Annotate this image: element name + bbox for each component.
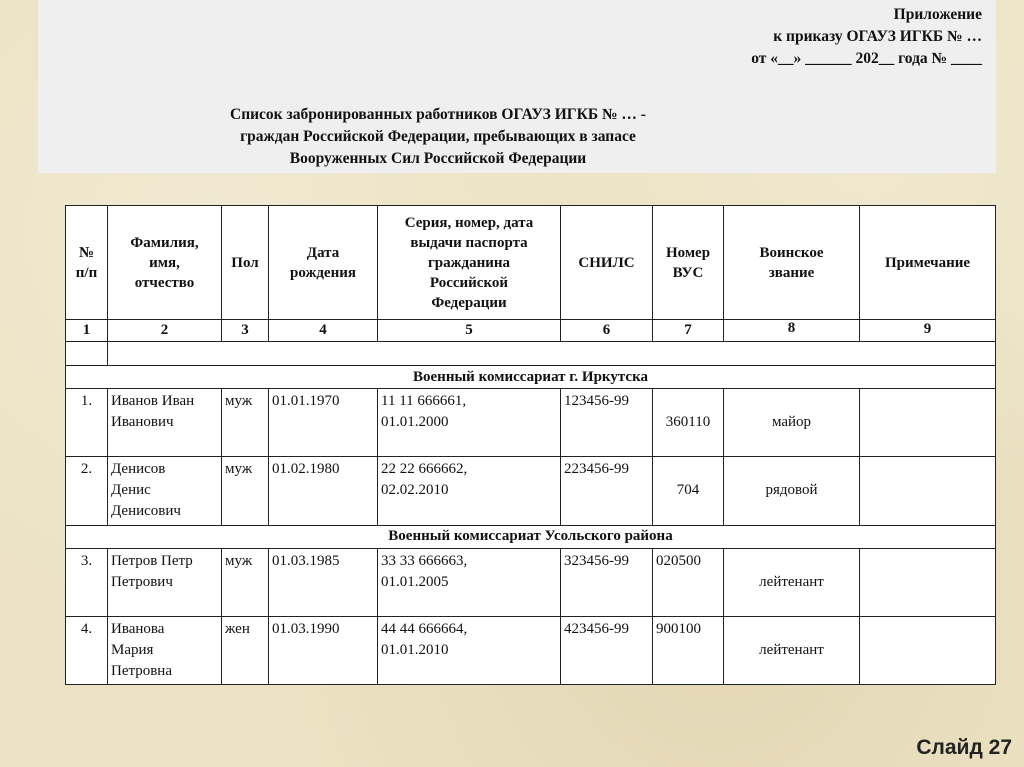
column-header-5 — [378, 206, 561, 320]
full-name-line: Петрович — [111, 573, 173, 590]
full-name-line: Мария — [111, 641, 154, 658]
column-header-line: гражданина — [427, 254, 511, 271]
column-header-line: Фамилия, — [130, 234, 199, 251]
passport-cell — [378, 616, 561, 684]
reserved-employees-table — [65, 205, 996, 685]
empty-row — [66, 342, 996, 366]
passport-line: 01.01.2005 — [381, 573, 449, 590]
full-name-cell — [108, 389, 222, 457]
sex-cell: муж — [222, 548, 269, 616]
column-header-7 — [653, 206, 724, 320]
column-header-line: имя, — [149, 254, 180, 271]
birth-date-cell: 01.02.1980 — [269, 457, 378, 525]
passport-line: 22 22 666662, — [381, 461, 468, 478]
header-panel — [38, 0, 996, 173]
passport-line: 01.01.2000 — [381, 414, 449, 431]
appendix-line-1: Приложение — [893, 6, 982, 23]
section-row — [66, 525, 996, 548]
appendix-line-2: к приказу ОГАУЗ ИГКБ № … — [773, 28, 982, 45]
column-number: 1 — [66, 320, 108, 342]
column-number: 2 — [108, 320, 222, 342]
slide-number: Слайд 27 — [916, 736, 1012, 759]
full-name-cell — [108, 548, 222, 616]
column-header-4 — [269, 206, 378, 320]
birth-date-cell: 01.01.1970 — [269, 389, 378, 457]
column-header-line: звание — [768, 264, 815, 281]
snils-cell: 123456-99 — [561, 389, 653, 457]
column-number: 8 — [724, 320, 860, 342]
rank-cell: майор — [724, 389, 860, 457]
empty-cell — [108, 342, 996, 366]
column-number-row — [66, 320, 996, 342]
vus-cell: 360110 — [653, 389, 724, 457]
passport-line: 02.02.2010 — [381, 482, 449, 499]
full-name-cell — [108, 616, 222, 684]
row-number: 2. — [66, 457, 108, 525]
sex-cell: муж — [222, 389, 269, 457]
column-header-3 — [222, 206, 269, 320]
sex-cell: муж — [222, 457, 269, 525]
full-name-line: Иванова — [111, 620, 165, 637]
column-number: 4 — [269, 320, 378, 342]
empty-cell — [66, 342, 108, 366]
column-header-line: п/п — [75, 264, 98, 281]
column-header-1 — [66, 206, 108, 320]
vus-cell: 900100 — [653, 616, 724, 684]
passport-line: 01.01.2010 — [381, 641, 449, 658]
column-header-line: ВУС — [672, 264, 704, 281]
rank-cell: рядовой — [724, 457, 860, 525]
note-cell — [860, 457, 996, 525]
column-header-line: № — [78, 244, 95, 261]
passport-cell — [378, 548, 561, 616]
note-cell — [860, 548, 996, 616]
column-header-9 — [860, 206, 996, 320]
full-name-line: Петров Петр — [111, 552, 193, 569]
note-cell — [860, 389, 996, 457]
appendix-block — [562, 4, 982, 70]
column-header-line: выдачи паспорта — [410, 234, 528, 251]
column-number: 7 — [653, 320, 724, 342]
full-name-line: Денисович — [111, 503, 181, 520]
title-line-2: граждан Российской Федерации, пребывающих в запасе — [240, 128, 636, 145]
snils-cell: 223456-99 — [561, 457, 653, 525]
column-number: 5 — [378, 320, 561, 342]
row-number: 4. — [66, 616, 108, 684]
sex-cell: жен — [222, 616, 269, 684]
column-header-line: СНИЛС — [578, 254, 635, 271]
snils-cell: 323456-99 — [561, 548, 653, 616]
passport-line: 33 33 666663, — [381, 552, 468, 569]
column-header-line: Пол — [231, 254, 259, 271]
passport-cell — [378, 389, 561, 457]
column-header-line: рождения — [290, 264, 356, 281]
birth-date-cell: 01.03.1990 — [269, 616, 378, 684]
section-title: Военный комиссариат г. Иркутска — [66, 366, 996, 389]
vus-cell: 020500 — [653, 548, 724, 616]
table-row — [66, 457, 996, 525]
vus-cell: 704 — [653, 457, 724, 525]
table-row — [66, 616, 996, 684]
section-title: Военный комиссариат Усольского района — [66, 525, 996, 548]
row-number: 1. — [66, 389, 108, 457]
column-header-line: Номер — [665, 244, 711, 261]
column-header-line: отчество — [134, 274, 195, 291]
table-row — [66, 389, 996, 457]
passport-line: 44 44 666664, — [381, 620, 468, 637]
column-header-line: Серия, номер, дата — [404, 214, 534, 231]
column-number: 9 — [860, 320, 996, 342]
column-header-2 — [108, 206, 222, 320]
document-title — [38, 104, 838, 170]
rank-cell: лейтенант — [724, 616, 860, 684]
birth-date-cell: 01.03.1985 — [269, 548, 378, 616]
title-line-1: Список забронированных работников ОГАУЗ ИГКБ № … - — [230, 106, 646, 123]
section-row — [66, 366, 996, 389]
full-name-line: Иванович — [111, 414, 174, 431]
column-header-line: Федерации — [431, 294, 507, 311]
column-header-line: Дата — [306, 244, 340, 261]
table-row — [66, 548, 996, 616]
row-number: 3. — [66, 548, 108, 616]
passport-cell — [378, 457, 561, 525]
full-name-line: Петровна — [111, 662, 172, 679]
column-header-6 — [561, 206, 653, 320]
full-name-line: Денис — [111, 482, 151, 499]
rank-cell: лейтенант — [724, 548, 860, 616]
column-number: 6 — [561, 320, 653, 342]
column-header-line: Примечание — [884, 254, 971, 271]
column-header-line: Воинское — [759, 244, 824, 261]
snils-cell: 423456-99 — [561, 616, 653, 684]
title-line-3: Вооруженных Сил Российской Федерации — [289, 150, 587, 167]
passport-line: 11 11 666661, — [381, 393, 467, 410]
column-header-line: Российской — [429, 274, 509, 291]
header-row — [66, 206, 996, 320]
full-name-line: Иванов Иван — [111, 393, 195, 410]
column-header-8 — [724, 206, 860, 320]
full-name-cell — [108, 457, 222, 525]
note-cell — [860, 616, 996, 684]
appendix-line-3: от «__» ______ 202__ года № ____ — [751, 50, 982, 67]
column-number: 3 — [222, 320, 269, 342]
full-name-line: Денисов — [111, 461, 166, 478]
